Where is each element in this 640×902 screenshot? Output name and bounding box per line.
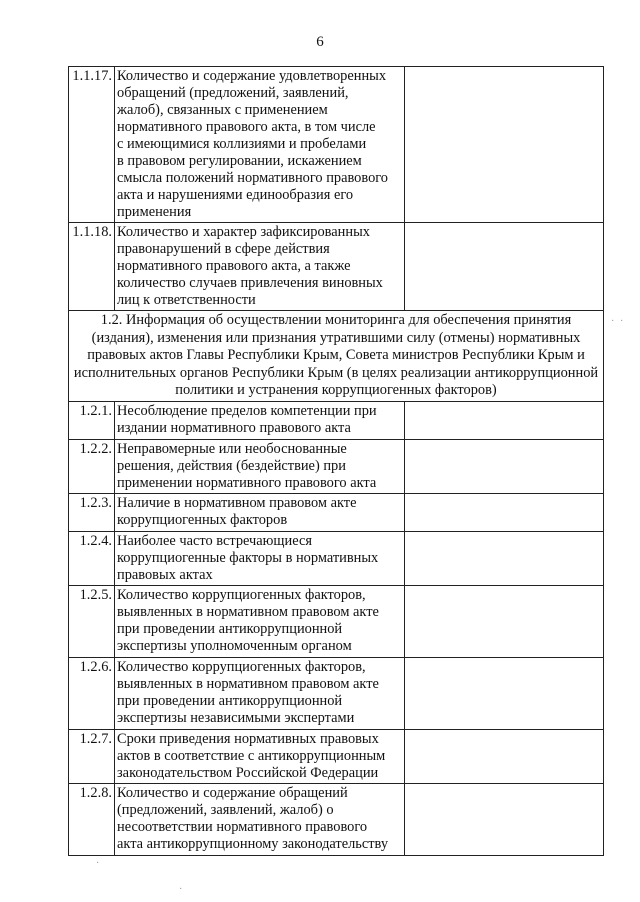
row-description: Количество и содержание обращений (предложений, заявлений, жалоб) о несоответствии нормативного правового акта антикоррупционному законодательству [115,783,405,855]
row-number: 1.2.8. [69,783,115,855]
section-heading: 1.2. Информация об осуществлении мониторинга для обеспечения принятия (издания), изменения или признания утратившими силу (отмены) нормативных правовых актов Главы Республики Крым, Совета министров Республики Крым и исполнительных органов Республики Крым (в целях реализации антикоррупционной политики и устранения коррупциогенных факторов) [69,311,604,402]
scan-speck: · [611,316,615,327]
row-number: 1.2.1. [69,401,115,439]
table-row [69,657,604,729]
row-description: Неправомерные или необоснованные решения, действия (бездействие) при применении нормативного правового акта [115,439,405,493]
table-row [69,783,604,855]
row-number: 1.2.7. [69,729,115,783]
row-number: 1.1.18. [69,223,115,311]
scan-speck: · [96,858,100,869]
value-cell [405,531,604,585]
row-description: Несоблюдение пределов компетенции при издании нормативного правового акта [115,401,405,439]
row-description: Сроки приведения нормативных правовых актов в соответствие с антикоррупционным законодательством Российской Федерации [115,729,405,783]
row-number: 1.1.17. [69,67,115,223]
row-number: 1.2.2. [69,439,115,493]
table-row [69,585,604,657]
row-description: Наличие в нормативном правовом акте коррупциогенных факторов [115,493,405,531]
row-number: 1.2.4. [69,531,115,585]
value-cell [405,493,604,531]
section-header-row [69,311,604,402]
table-row [69,223,604,311]
table-row [69,493,604,531]
table-row [69,401,604,439]
table-row [69,67,604,223]
value-cell [405,223,604,311]
scan-speck: · [179,884,183,895]
value-cell [405,729,604,783]
value-cell [405,439,604,493]
row-description: Количество и характер зафиксированных правонарушений в сфере действия нормативного правового акта, а также количество случаев привлечения виновных лиц к ответственности [115,223,405,311]
table-row [69,439,604,493]
row-number: 1.2.6. [69,657,115,729]
scan-speck: · [620,316,624,327]
value-cell [405,585,604,657]
row-description: Количество коррупциогенных факторов, выявленных в нормативном правовом акте при проведении антикоррупционной экспертизы независимыми экспертами [115,657,405,729]
value-cell [405,401,604,439]
row-number: 1.2.3. [69,493,115,531]
row-description: Количество коррупциогенных факторов, выявленных в нормативном правовом акте при проведении антикоррупционной экспертизы уполномоченным органом [115,585,405,657]
row-description: Количество и содержание удовлетворенных обращений (предложений, заявлений, жалоб), связанных с применением нормативного правового акта, в том числе с имеющимися коллизиями и пробелами в правовом регулировании, искажением смысла положений нормативного правового акта и нарушениями единообразия его применения [115,67,405,223]
table-row [69,531,604,585]
page-number: 6 [316,34,324,50]
row-number: 1.2.5. [69,585,115,657]
monitoring-table [68,66,604,856]
value-cell [405,783,604,855]
value-cell [405,67,604,223]
row-description: Наиболее часто встречающиеся коррупциогенные факторы в нормативных правовых актах [115,531,405,585]
table-row [69,729,604,783]
value-cell [405,657,604,729]
